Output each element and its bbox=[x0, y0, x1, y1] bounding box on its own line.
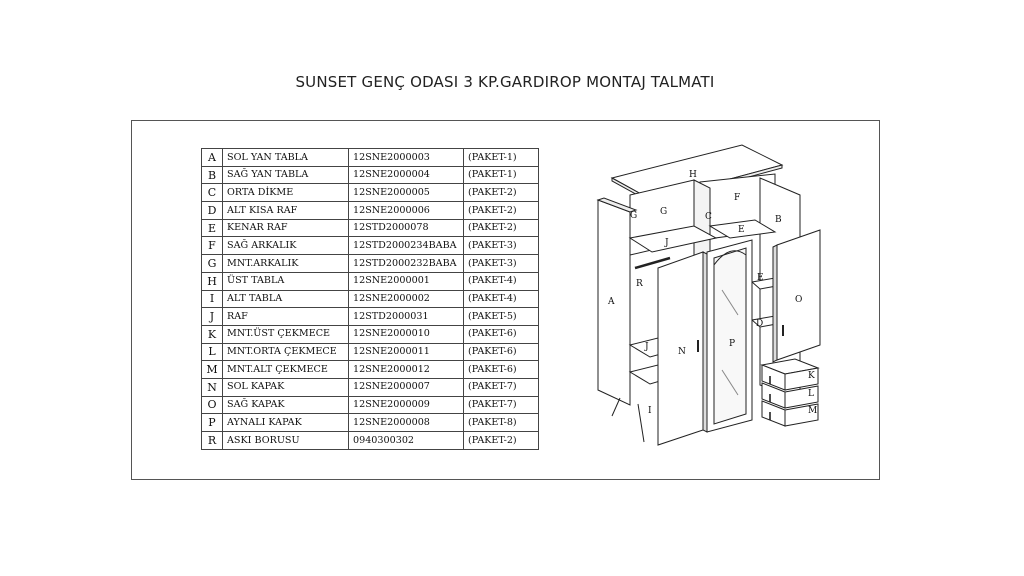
part-code: 12SNE2000005 bbox=[349, 184, 464, 202]
table-row bbox=[202, 361, 539, 379]
part-letter: G bbox=[202, 255, 223, 273]
diagram-label-f: F bbox=[734, 193, 741, 203]
part-letter: M bbox=[202, 361, 223, 379]
part-letter: C bbox=[202, 184, 223, 202]
diagram-label-p: P bbox=[729, 339, 736, 349]
part-letter: R bbox=[202, 432, 223, 450]
part-code: 12SNE2000004 bbox=[349, 166, 464, 184]
diagram-label-g2: G bbox=[660, 207, 668, 217]
part-package: (PAKET-3) bbox=[464, 237, 539, 255]
part-code: 12SNE2000009 bbox=[349, 396, 464, 414]
part-package: (PAKET-2) bbox=[464, 184, 539, 202]
table-row bbox=[202, 149, 539, 167]
table-row bbox=[202, 396, 539, 414]
part-package: (PAKET-6) bbox=[464, 361, 539, 379]
part-name: ALT KISA RAF bbox=[223, 202, 349, 220]
part-letter: P bbox=[202, 414, 223, 432]
part-package: (PAKET-4) bbox=[464, 272, 539, 290]
part-package: (PAKET-2) bbox=[464, 202, 539, 220]
diagram-label-i: I bbox=[648, 406, 652, 416]
part-code: 12SNE2000011 bbox=[349, 343, 464, 361]
part-name: ÜST TABLA bbox=[223, 272, 349, 290]
table-row bbox=[202, 255, 539, 273]
part-package: (PAKET-5) bbox=[464, 308, 539, 326]
diagram-label-k: K bbox=[808, 371, 815, 381]
part-name: AYNALI KAPAK bbox=[223, 414, 349, 432]
part-name: SOL YAN TABLA bbox=[223, 149, 349, 167]
mirror-panel bbox=[714, 248, 746, 424]
part-letter: H bbox=[202, 272, 223, 290]
part-code: 12SNE2000006 bbox=[349, 202, 464, 220]
part-letter: I bbox=[202, 290, 223, 308]
part-name: RAF bbox=[223, 308, 349, 326]
table-row bbox=[202, 378, 539, 396]
n-door-edge bbox=[703, 252, 707, 432]
part-letter: K bbox=[202, 325, 223, 343]
part-letter: N bbox=[202, 378, 223, 396]
diagram-label-g1: G bbox=[630, 211, 638, 221]
part-name: KENAR RAF bbox=[223, 219, 349, 237]
table-row bbox=[202, 166, 539, 184]
table-row bbox=[202, 343, 539, 361]
part-package: (PAKET-1) bbox=[464, 149, 539, 167]
o-door-edge bbox=[773, 245, 777, 362]
diagram-label-b: B bbox=[775, 215, 782, 225]
table-row bbox=[202, 414, 539, 432]
table-row bbox=[202, 202, 539, 220]
part-letter: L bbox=[202, 343, 223, 361]
table-row bbox=[202, 308, 539, 326]
part-package: (PAKET-6) bbox=[464, 325, 539, 343]
part-name: MNT.ALT ÇEKMECE bbox=[223, 361, 349, 379]
part-code: 12STD2000232BABA bbox=[349, 255, 464, 273]
leg-middle bbox=[638, 404, 644, 442]
diagram-label-j1: J bbox=[665, 238, 669, 248]
part-code: 12STD2000078 bbox=[349, 219, 464, 237]
diagram-label-m: M bbox=[808, 406, 818, 416]
part-code: 12SNE2000007 bbox=[349, 378, 464, 396]
part-code: 12SNE2000001 bbox=[349, 272, 464, 290]
part-package: (PAKET-8) bbox=[464, 414, 539, 432]
wardrobe-exploded-diagram bbox=[590, 140, 840, 456]
diagram-label-h: H bbox=[689, 170, 697, 180]
part-code: 12SNE2000008 bbox=[349, 414, 464, 432]
diagram-label-n: N bbox=[678, 347, 686, 357]
page-title: SUNSET GENÇ ODASI 3 KP.GARDIROP MONTAJ TALMATI bbox=[295, 73, 715, 91]
part-name: MNT.ÜST ÇEKMECE bbox=[223, 325, 349, 343]
diagram-label-e1: E bbox=[738, 225, 745, 235]
diagram-label-e2: E bbox=[757, 273, 764, 283]
part-package: (PAKET-3) bbox=[464, 255, 539, 273]
wardrobe-diagram-svg bbox=[590, 140, 840, 456]
part-letter: A bbox=[202, 149, 223, 167]
part-name: SAĞ ARKALIK bbox=[223, 237, 349, 255]
part-package: (PAKET-1) bbox=[464, 166, 539, 184]
part-letter: O bbox=[202, 396, 223, 414]
part-letter: D bbox=[202, 202, 223, 220]
part-code: 12SNE2000003 bbox=[349, 149, 464, 167]
part-letter: B bbox=[202, 166, 223, 184]
table-row bbox=[202, 432, 539, 450]
diagram-label-d: D bbox=[756, 319, 764, 329]
part-name: ORTA DİKME bbox=[223, 184, 349, 202]
diagram-label-c: C bbox=[705, 212, 712, 222]
part-name: ASKI BORUSU bbox=[223, 432, 349, 450]
part-letter: J bbox=[202, 308, 223, 326]
diagram-label-a: A bbox=[608, 297, 615, 307]
part-letter: F bbox=[202, 237, 223, 255]
part-letter: E bbox=[202, 219, 223, 237]
part-package: (PAKET-6) bbox=[464, 343, 539, 361]
part-code: 12SNE2000012 bbox=[349, 361, 464, 379]
part-name: SAĞ KAPAK bbox=[223, 396, 349, 414]
part-code: 0940300302 bbox=[349, 432, 464, 450]
diagram-label-j2: J bbox=[645, 342, 649, 352]
diagram-label-l: L bbox=[808, 389, 814, 399]
part-name: SAĞ YAN TABLA bbox=[223, 166, 349, 184]
part-code: 12STD2000031 bbox=[349, 308, 464, 326]
part-code: 12SNE2000010 bbox=[349, 325, 464, 343]
table-row bbox=[202, 219, 539, 237]
table-row bbox=[202, 325, 539, 343]
part-package: (PAKET-7) bbox=[464, 396, 539, 414]
parts-table bbox=[201, 148, 539, 450]
part-name: MNT.ORTA ÇEKMECE bbox=[223, 343, 349, 361]
part-name: ALT TABLA bbox=[223, 290, 349, 308]
part-package: (PAKET-2) bbox=[464, 432, 539, 450]
leg-left bbox=[612, 398, 620, 416]
part-code: 12STD2000234BABA bbox=[349, 237, 464, 255]
table-row bbox=[202, 184, 539, 202]
table-row bbox=[202, 290, 539, 308]
part-package: (PAKET-2) bbox=[464, 219, 539, 237]
table-row bbox=[202, 237, 539, 255]
part-package: (PAKET-4) bbox=[464, 290, 539, 308]
table-row bbox=[202, 272, 539, 290]
part-package: (PAKET-7) bbox=[464, 378, 539, 396]
part-code: 12SNE2000002 bbox=[349, 290, 464, 308]
part-name: SOL KAPAK bbox=[223, 378, 349, 396]
diagram-label-o: O bbox=[795, 295, 803, 305]
diagram-label-r: R bbox=[636, 279, 643, 289]
part-name: MNT.ARKALIK bbox=[223, 255, 349, 273]
